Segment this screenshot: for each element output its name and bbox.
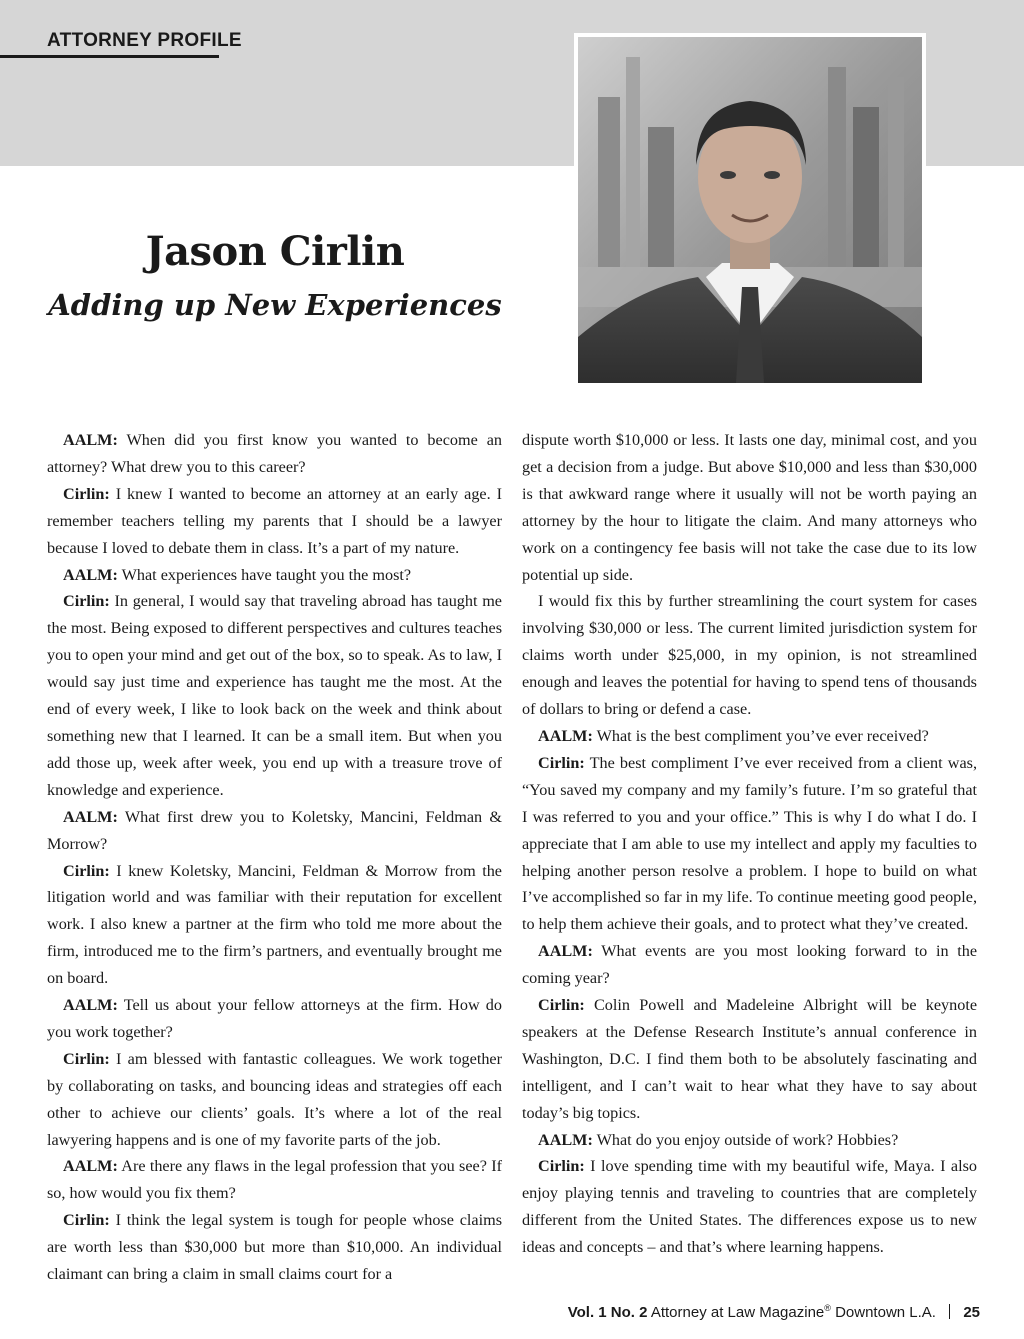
paragraph-text: What events are you most looking forward to in the coming year? bbox=[522, 942, 977, 988]
footer-edition: Downtown L.A. bbox=[835, 1304, 936, 1321]
article-paragraph bbox=[522, 723, 977, 750]
paragraph-text: I am blessed with fantastic colleagues. We work together by collaborating on tasks, and bouncing ideas and strategies off each other to achieve our clients’ goals. It’s where a lot of the real lawyering happens and is one of my favorite parts of the job. bbox=[47, 1049, 502, 1149]
footer-divider bbox=[949, 1304, 950, 1319]
profile-tagline: Adding up New Experiences bbox=[48, 288, 502, 322]
paragraph-text: What is the best compliment you’ve ever received? bbox=[592, 726, 929, 745]
speaker-label: Cirlin: bbox=[538, 753, 585, 772]
paragraph-text: I would fix this by further streamlining the court system for cases involving $30,000 or less. The current limited jurisdiction system for claims worth under $25,000, in my opinion, is not streamlined enough and leaves the potential for having to spend tens of thousands of dollars to bring or defend a case. bbox=[522, 592, 977, 719]
article-paragraph bbox=[522, 750, 977, 938]
paragraph-text: I love spending time with my beautiful wife, Maya. I also enjoy playing tennis and traveling to countries that are completely different from the United States. The differences expose us to new ideas and concepts – and that’s where learning happens. bbox=[522, 1157, 977, 1257]
attorney-photo bbox=[574, 33, 926, 387]
article-column-left bbox=[47, 427, 502, 1288]
paragraph-text: I think the legal system is tough for people whose claims are worth less than $30,000 but more than $10,000. An individual claimant can bring a claim in small claims court for a bbox=[47, 1211, 502, 1284]
speaker-label: Cirlin: bbox=[63, 861, 110, 880]
speaker-label: Cirlin: bbox=[63, 484, 110, 503]
speaker-label: AALM: bbox=[63, 431, 118, 449]
speaker-label: Cirlin: bbox=[538, 996, 585, 1015]
paragraph-text: Tell us about your fellow attorneys at the firm. How do you work together? bbox=[47, 996, 502, 1041]
paragraph-text: In general, I would say that traveling abroad has taught me the most. Being exposed to different perspectives and cultures teaches you to open your mind and get out of the box, so to speak. As to law, I would say just time and experience has taught me the most. At the end of every week, I like to look back on the week and think about something new that I learned. It can be a small item. But when you add those up, week after week, you end up with a treasure trove of knowledge and experience. bbox=[47, 592, 502, 799]
article-paragraph bbox=[47, 804, 502, 858]
speaker-label: AALM: bbox=[63, 565, 118, 584]
page-number: 25 bbox=[963, 1304, 980, 1321]
article-paragraph bbox=[47, 481, 502, 562]
footer-magazine: Attorney at Law Magazine bbox=[650, 1304, 825, 1321]
article-paragraph bbox=[47, 992, 502, 1046]
speaker-label: Cirlin: bbox=[63, 1211, 110, 1230]
speaker-label: AALM: bbox=[63, 996, 118, 1015]
speaker-label: AALM: bbox=[63, 807, 118, 826]
section-label: ATTORNEY PROFILE bbox=[47, 30, 242, 51]
footer-volume: Vol. 1 No. 2 bbox=[567, 1304, 648, 1321]
article-paragraph bbox=[47, 858, 502, 993]
article-paragraph bbox=[522, 588, 977, 723]
paragraph-text: I knew I wanted to become an attorney at an early age. I remember teachers telling my parents that I should be a lawyer because I loved to debate them in class. It’s a part of my nature. bbox=[47, 484, 502, 557]
article-paragraph bbox=[522, 427, 977, 588]
page-footer bbox=[568, 1303, 980, 1321]
article-column-right bbox=[522, 427, 977, 1261]
article-paragraph bbox=[47, 1046, 502, 1154]
paragraph-text: What first drew you to Koletsky, Mancini, Feldman & Morrow? bbox=[47, 807, 502, 853]
paragraph-text: Are there any flaws in the legal profession that you see? If so, how would you fix them? bbox=[47, 1157, 502, 1203]
article-paragraph bbox=[47, 1207, 502, 1288]
article-paragraph bbox=[47, 588, 502, 803]
speaker-label: AALM: bbox=[63, 1157, 118, 1176]
paragraph-text: What do you enjoy outside of work? Hobbies? bbox=[592, 1130, 899, 1149]
speaker-label: AALM: bbox=[538, 726, 593, 745]
article-paragraph bbox=[47, 427, 502, 481]
paragraph-text: Colin Powell and Madeleine Albright will be keynote speakers at the Defense Research Institute’s annual conference in Washington, D.C. I find them both to be absolutely fascinating and intelligent, and I can’t wait to hear what they have to say about today’s big topics. bbox=[522, 996, 977, 1122]
paragraph-text: When did you first know you wanted to become an attorney? What drew you to this career? bbox=[47, 431, 502, 476]
portrait-image bbox=[578, 37, 922, 383]
article-paragraph bbox=[47, 562, 502, 589]
article-paragraph bbox=[47, 1153, 502, 1207]
paragraph-text: The best compliment I’ve ever received from a client was, “You saved my company and my family’s future. I’m so grateful that I was referred to you and your office.” This is why I do what I do. I appreciate that I am able to use my intellect and apply my faculties to helping another person resolve a problem. I hope to build on what I’ve accomplished so far in my life. To continue meeting good people, to help them achieve their goals, and to protect what they’ve created. bbox=[522, 753, 977, 934]
paragraph-text: dispute worth $10,000 or less. It lasts one day, minimal cost, and you get a decision from a judge. But above $10,000 and less than $30,000 is that awkward range where it usually will not be worth paying an attorney by the hour to litigate the claim. And many attorneys who work on a contingency fee basis will not take the case due to its low potential up side. bbox=[522, 431, 977, 584]
article-paragraph bbox=[522, 992, 977, 1127]
speaker-label: Cirlin: bbox=[63, 592, 110, 611]
speaker-label: AALM: bbox=[538, 1130, 593, 1149]
article-paragraph bbox=[522, 1153, 977, 1261]
profile-name: Jason Cirlin bbox=[145, 228, 405, 275]
section-underline bbox=[0, 55, 219, 58]
article-paragraph bbox=[522, 938, 977, 992]
speaker-label: Cirlin: bbox=[63, 1049, 110, 1068]
paragraph-text: I knew Koletsky, Mancini, Feldman & Morrow from the litigation world and was familiar with their reputation for excellent work. I also knew a partner at the firm who told me more about the firm, introduced me to the firm’s partners, and eventually brought me on board. bbox=[47, 861, 502, 988]
paragraph-text: What experiences have taught you the most? bbox=[117, 565, 412, 584]
registered-mark: ® bbox=[824, 1303, 831, 1313]
speaker-label: Cirlin: bbox=[538, 1157, 585, 1176]
article-paragraph bbox=[522, 1127, 977, 1154]
speaker-label: AALM: bbox=[538, 942, 593, 961]
